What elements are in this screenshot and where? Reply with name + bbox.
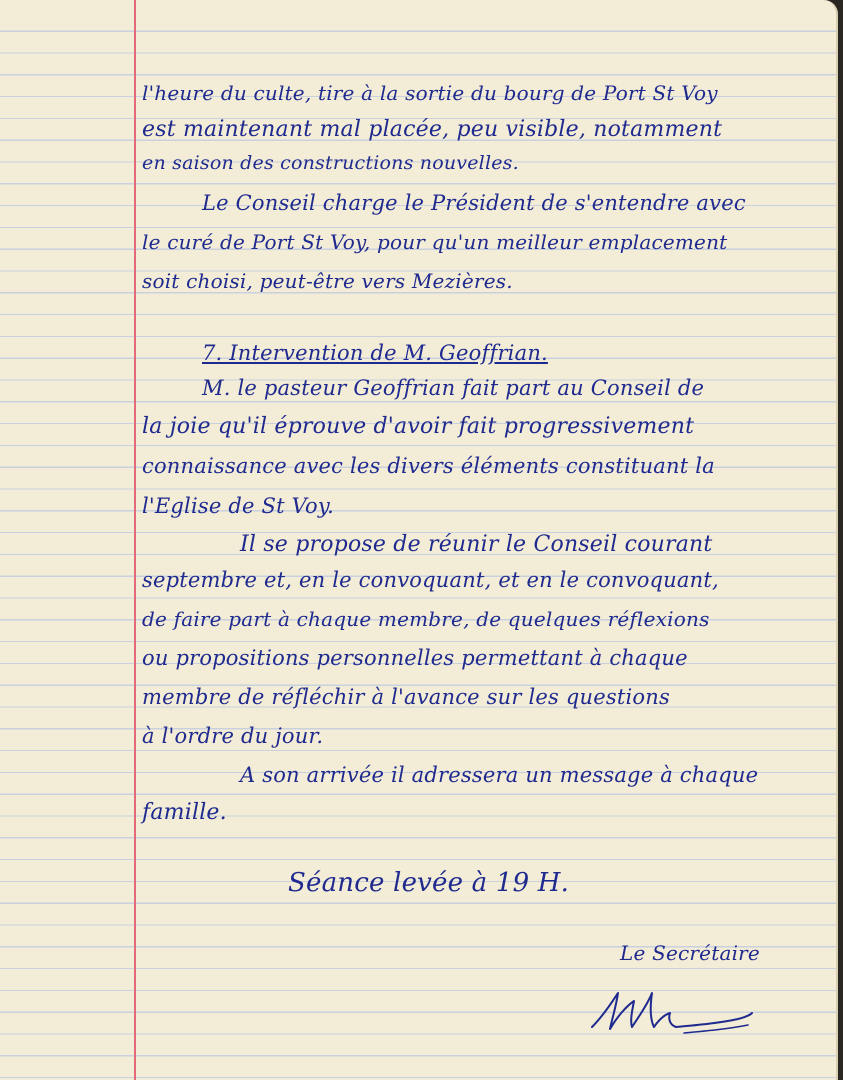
handwritten-line: l'Eglise de St Voy. bbox=[142, 494, 335, 518]
handwritten-line: Il se propose de réunir le Conseil courant bbox=[240, 532, 713, 557]
handwritten-line: le curé de Port St Voy, pour qu'un meilleur emplacement bbox=[142, 230, 728, 254]
handwritten-line: Le Conseil charge le Président de s'entendre avec bbox=[202, 191, 746, 215]
handwritten-line: la joie qu'il éprouve d'avoir fait progressivement bbox=[142, 414, 695, 439]
handwritten-line: connaissance avec les divers éléments constituant la bbox=[142, 454, 715, 478]
section-heading: 7. Intervention de M. Geoffrian. bbox=[202, 341, 548, 365]
handwritten-line: l'heure du culte, tire à la sortie du bourg de Port St Voy bbox=[142, 81, 718, 105]
handwritten-line: famille. bbox=[142, 800, 227, 825]
margin-rule bbox=[134, 0, 136, 1080]
handwritten-line: ou propositions personnelles permettant à chaque bbox=[142, 646, 688, 670]
handwritten-line: septembre et, en le convoquant, et en le convoquant, bbox=[142, 568, 719, 592]
handwritten-signature bbox=[588, 985, 758, 1045]
signature-title: Le Secrétaire bbox=[620, 941, 760, 965]
handwritten-line: en saison des constructions nouvelles. bbox=[142, 152, 519, 174]
handwritten-line: A son arrivée il adressera un message à chaque bbox=[240, 763, 759, 787]
handwritten-line: à l'ordre du jour. bbox=[142, 724, 324, 748]
closing-line: Séance levée à 19 H. bbox=[288, 868, 570, 898]
handwritten-line: soit choisi, peut-être vers Mezières. bbox=[142, 269, 513, 293]
handwritten-line: membre de réfléchir à l'avance sur les questions bbox=[142, 685, 670, 709]
handwritten-line: est maintenant mal placée, peu visible, notamment bbox=[142, 117, 723, 142]
handwritten-line: de faire part à chaque membre, de quelques réflexions bbox=[142, 607, 710, 631]
handwritten-line: M. le pasteur Geoffrian fait part au Conseil de bbox=[202, 376, 705, 400]
